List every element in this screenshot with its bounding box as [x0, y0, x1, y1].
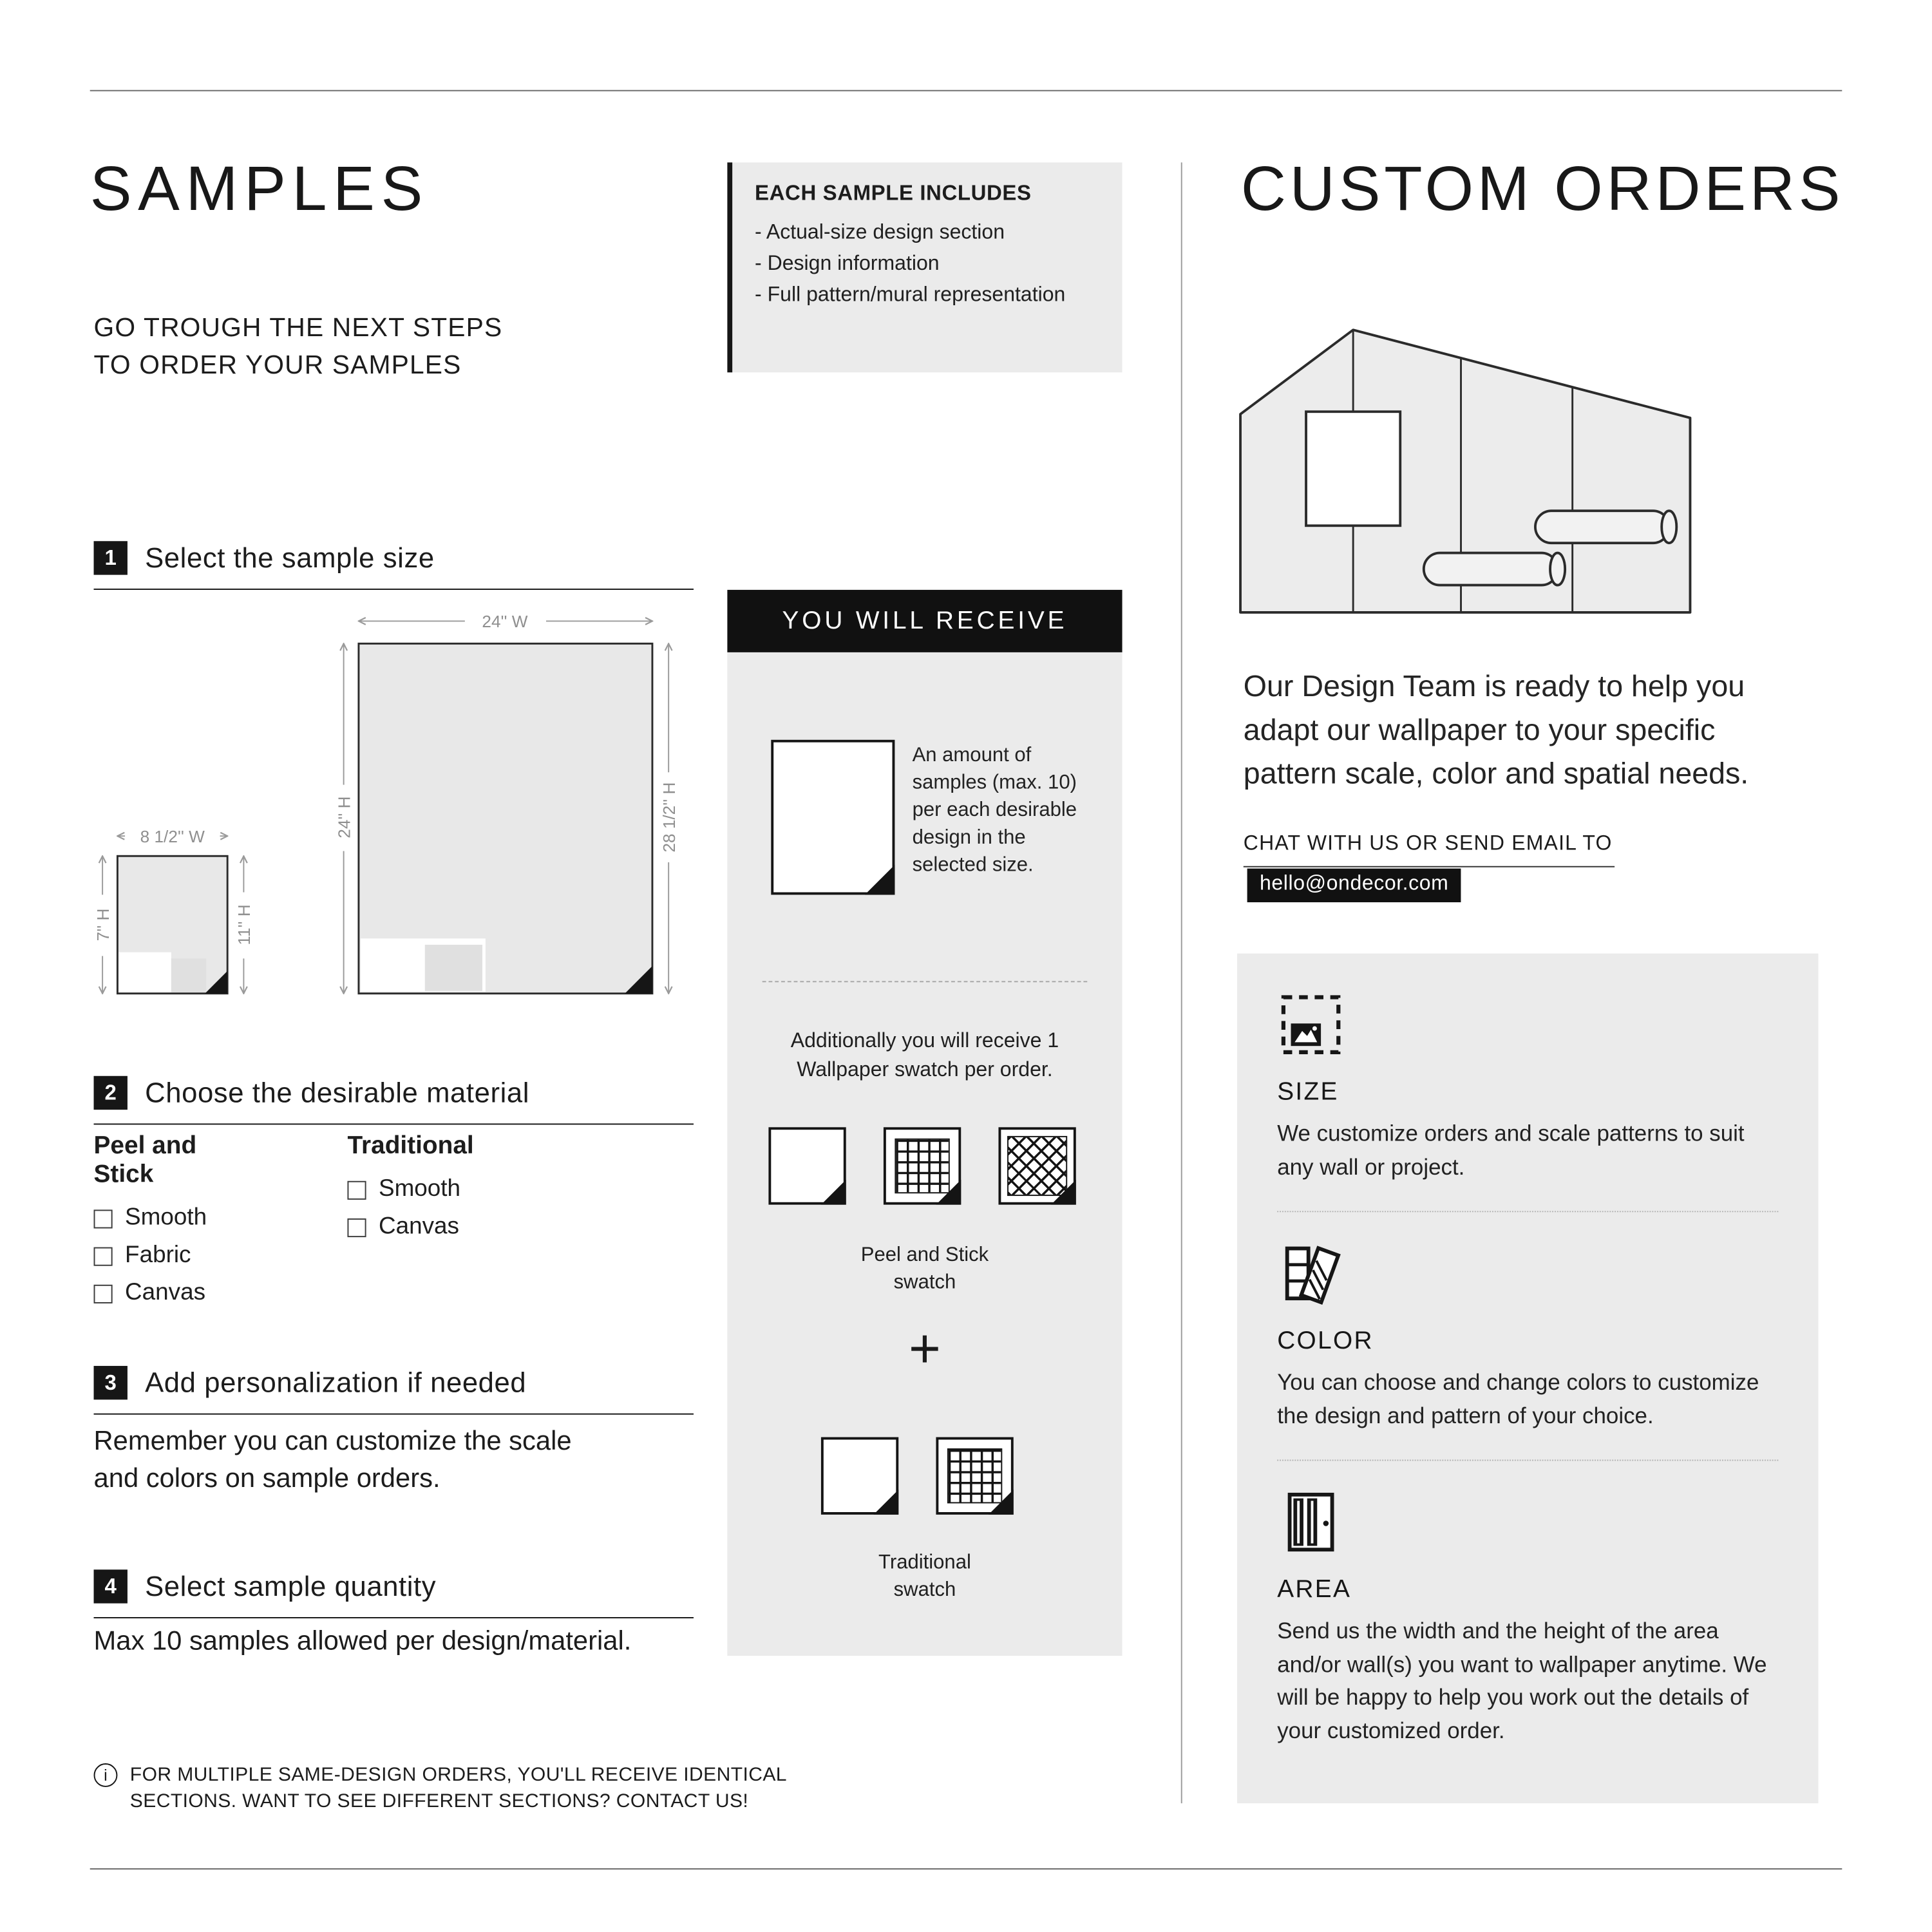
feature-area	[1277, 1488, 1778, 1747]
footnote-line1: FOR MULTIPLE SAME-DESIGN ORDERS, YOU'LL RECEIVE IDENTICAL	[129, 1764, 787, 1786]
step-3-description: Remember you can customize the scale and colors on sample orders.	[93, 1426, 572, 1493]
folded-corner-icon	[1051, 1180, 1076, 1205]
feature-size	[1277, 991, 1778, 1184]
step-4-number-badge: 4	[94, 1569, 128, 1603]
traditional-swatch-row	[821, 1437, 1014, 1515]
dashed-separator	[762, 981, 1088, 982]
step-3-header	[94, 1366, 694, 1415]
material-option-row	[347, 1213, 473, 1241]
folded-corner-icon	[865, 865, 895, 895]
dotted-separator	[1277, 1211, 1778, 1212]
footnote-line2: SECTIONS. WANT TO SEE DIFFERENT SECTIONS? CONTACT US!	[129, 1790, 749, 1812]
wallpaper-roll-icon	[1424, 553, 1565, 585]
step-2-number-badge: 2	[94, 1076, 128, 1110]
checkbox-traditional-smooth[interactable]	[347, 1180, 366, 1199]
grid-swatch-icon	[884, 1127, 961, 1204]
bottom-divider	[90, 1868, 1842, 1870]
feature-size-title: SIZE	[1277, 1078, 1339, 1106]
large-width-label: 24'' W	[482, 612, 528, 632]
email-badge[interactable]: hello@ondecor.com	[1247, 869, 1461, 902]
folded-corner-icon	[873, 1490, 898, 1515]
includes-item: - Actual-size design section	[755, 221, 1005, 244]
step-2-header	[94, 1076, 694, 1125]
feature-area-title: AREA	[1277, 1575, 1352, 1604]
plus-sign: +	[909, 1318, 941, 1380]
custom-features-panel	[1237, 954, 1818, 1804]
grid-swatch-icon	[936, 1437, 1013, 1515]
large-height-right-label: 28 1/2'' H	[659, 782, 679, 853]
samples-intro-line2: TO ORDER YOUR SAMPLES	[93, 351, 462, 380]
you-will-receive-header: YOU WILL RECEIVE	[727, 590, 1122, 652]
samples-intro-line1: GO TROUGH THE NEXT STEPS	[93, 314, 503, 343]
framed-sample-on-wall	[1306, 412, 1400, 526]
small-height-left-label: 7'' H	[93, 908, 113, 942]
crosshatch-swatch-icon	[998, 1127, 1075, 1204]
material-option-row	[94, 1280, 252, 1307]
feature-color	[1277, 1240, 1778, 1432]
samples-amount-text: An amount of samples (max. 10) per each desirable design in the selected size.	[912, 744, 1077, 876]
large-height-left-label: 24'' H	[334, 796, 354, 838]
custom-orders-title: CUSTOM ORDERS	[1240, 153, 1844, 224]
you-will-receive-panel	[727, 652, 1122, 1656]
step-4-header	[94, 1569, 694, 1618]
step-4-description: Max 10 samples allowed per design/material.	[93, 1625, 632, 1656]
samples-title: SAMPLES	[90, 153, 430, 224]
traditional-column	[347, 1132, 473, 1317]
step-3-label: Add personalization if needed	[145, 1366, 527, 1398]
top-divider	[90, 90, 1842, 91]
small-width-label: 8 1/2'' W	[140, 826, 205, 846]
peel-and-stick-swatch-row	[768, 1127, 1075, 1204]
includes-title: EACH SAMPLE INCLUDES	[755, 181, 1032, 205]
sample-sheet-icon	[771, 740, 895, 895]
color-swatches-icon	[1277, 1240, 1345, 1307]
step-3-number-badge: 3	[94, 1366, 128, 1399]
option-label: Canvas	[378, 1213, 459, 1240]
column-divider	[1181, 162, 1182, 1803]
samples-intro	[94, 310, 503, 384]
footnote-text	[130, 1762, 787, 1815]
folded-corner-icon	[936, 1180, 961, 1205]
material-option-row	[347, 1176, 473, 1204]
materials-options	[94, 1132, 474, 1317]
checkbox-peel-smooth[interactable]	[94, 1209, 113, 1227]
folded-corner-icon	[821, 1180, 846, 1205]
size-crop-icon	[1277, 991, 1345, 1059]
dotted-separator	[1277, 1460, 1778, 1461]
feature-size-text: We customize orders and scale patterns to suit any wall or project.	[1277, 1121, 1745, 1179]
step-2-label: Choose the desirable material	[145, 1076, 530, 1108]
custom-orders-intro: Our Design Team is ready to help you adapt our wallpaper to your specific pattern scale, color and spatial needs.	[1243, 670, 1749, 791]
includes-item: - Design information	[755, 252, 940, 275]
option-label: Fabric	[125, 1242, 191, 1269]
peel-and-stick-title: Peel and Stick	[93, 1132, 197, 1189]
feature-area-text: Send us the width and the height of the area and/or wall(s) you want to wallpaper anytime. We will be happy to help you work out the details of your customized order.	[1277, 1618, 1767, 1743]
peel-and-stick-swatch-label: Peel and Stick swatch	[860, 1244, 989, 1294]
info-icon: i	[94, 1763, 118, 1787]
step-1-number-badge: 1	[94, 541, 128, 574]
step-1-label: Select the sample size	[145, 542, 435, 573]
checkbox-traditional-canvas[interactable]	[347, 1218, 366, 1236]
peel-and-stick-column	[94, 1132, 252, 1317]
each-sample-includes-box	[727, 162, 1122, 372]
blank-swatch-icon	[821, 1437, 898, 1515]
checkbox-peel-canvas[interactable]	[94, 1284, 113, 1303]
small-height-right-label: 11'' H	[234, 904, 254, 945]
blank-swatch-icon	[768, 1127, 846, 1204]
material-option-row	[94, 1242, 252, 1270]
includes-item: - Full pattern/mural representation	[755, 283, 1066, 307]
sample-size-diagram	[90, 598, 696, 1012]
option-label: Canvas	[125, 1280, 206, 1306]
checkbox-peel-fabric[interactable]	[94, 1247, 113, 1265]
wallpaper-house-illustration	[1237, 327, 1697, 618]
wallpaper-roll-icon	[1535, 511, 1676, 543]
traditional-title: Traditional	[347, 1132, 474, 1160]
traditional-swatch-label: Traditional swatch	[878, 1552, 971, 1601]
footnote	[94, 1762, 787, 1815]
chat-with-us-label: CHAT WITH US OR SEND EMAIL TO	[1244, 832, 1615, 867]
folded-corner-icon	[989, 1490, 1014, 1515]
material-option-row	[94, 1205, 252, 1233]
step-1-header	[94, 541, 694, 590]
feature-color-title: COLOR	[1277, 1327, 1374, 1355]
option-label: Smooth	[378, 1176, 461, 1202]
option-label: Smooth	[125, 1204, 207, 1231]
area-wall-icon	[1277, 1488, 1345, 1556]
step-4-label: Select sample quantity	[145, 1570, 437, 1602]
additional-swatch-text: Additionally you will receive 1 Wallpaper swatch per order.	[790, 1029, 1059, 1081]
feature-color-text: You can choose and change colors to customize the design and pattern of your choice.	[1277, 1369, 1759, 1428]
